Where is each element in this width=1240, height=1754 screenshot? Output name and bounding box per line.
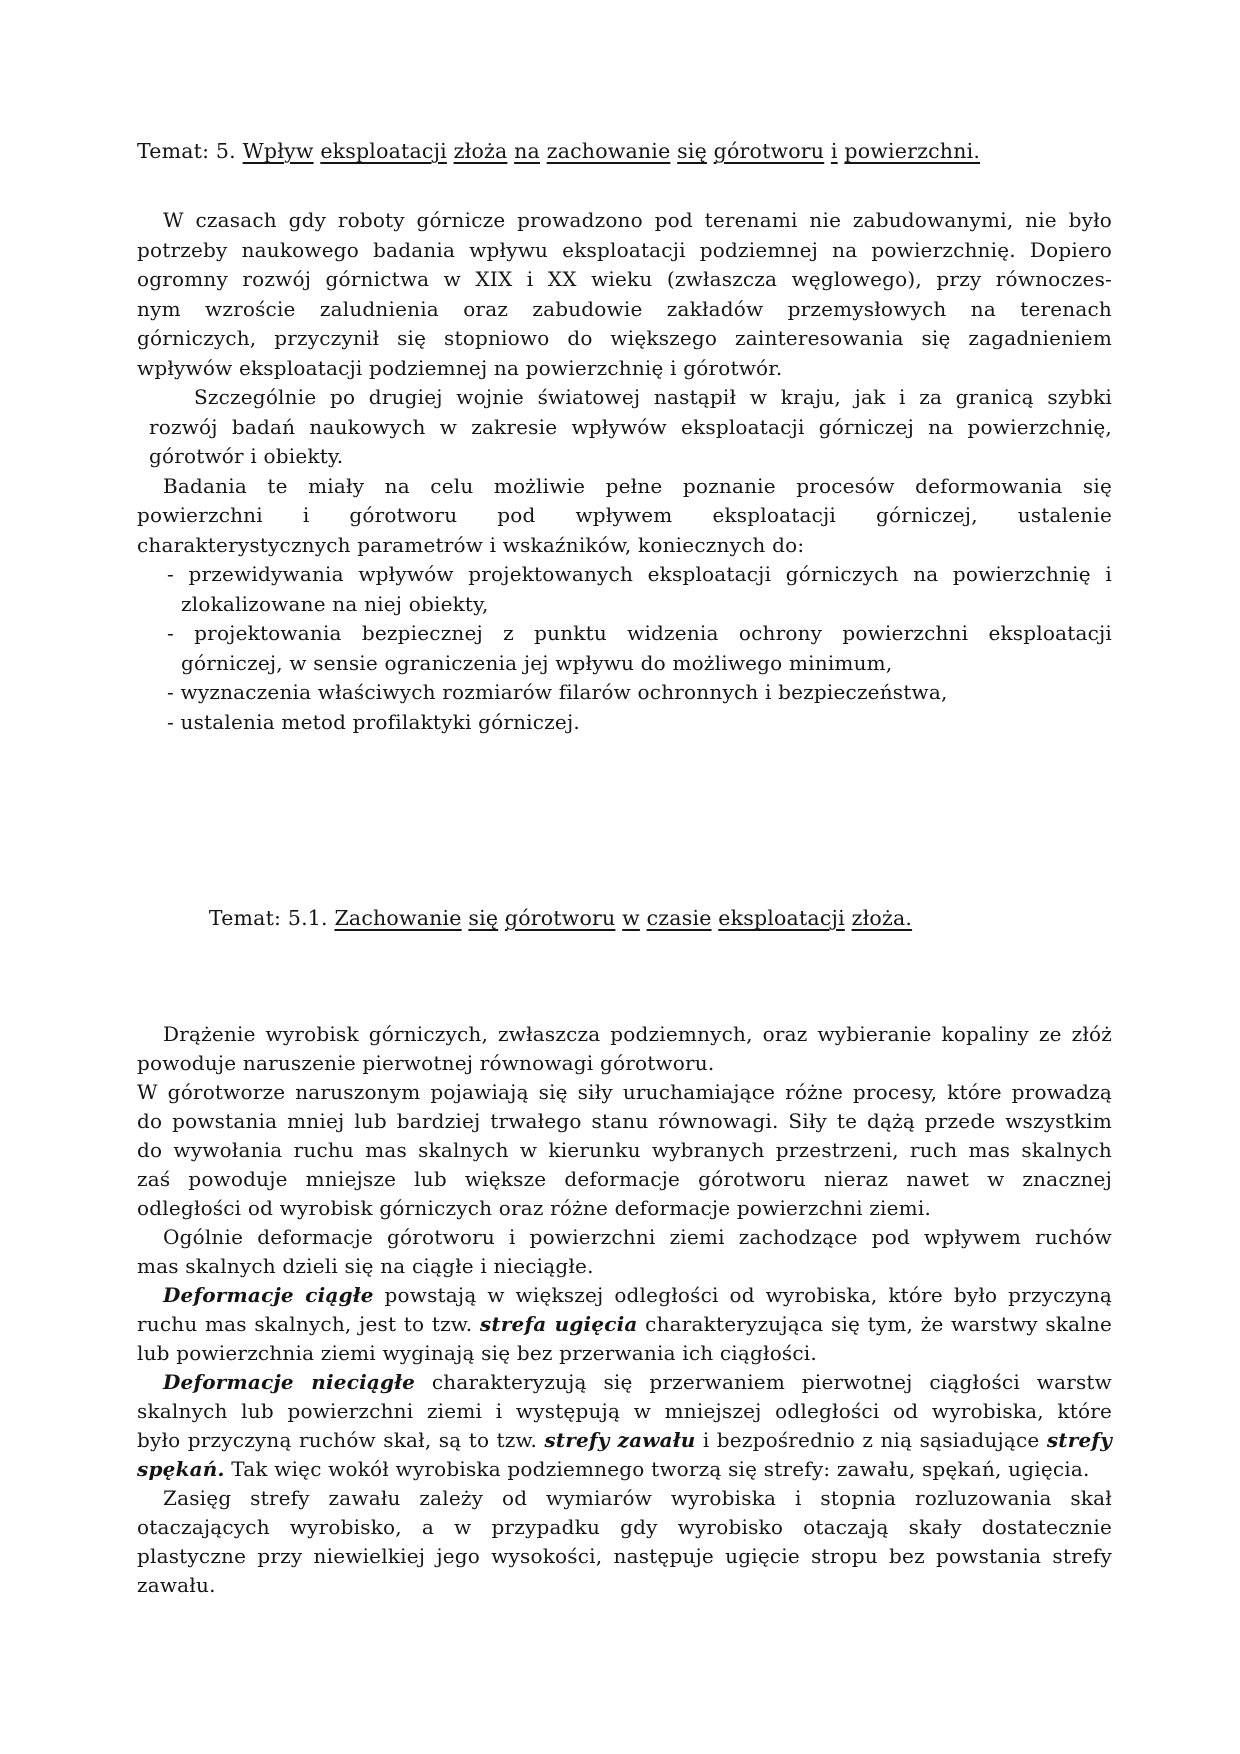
text-line: było przyczyną ruchów skał, są to tzw. strefy zawału i bezpośrednio z nią sąsiadujące strefy [137, 1428, 1113, 1452]
text-line: zaś powoduje mniejsze lub większe deformacje górotworu nieraz nawet w znacznej [137, 1167, 1112, 1191]
text-line: - projektowania bezpiecznej z punktu widzenia ochrony powierzchni eksploatacji [167, 621, 1112, 645]
emphasis-text: strefy [1046, 1428, 1113, 1452]
emphasis-text: strefa ugięcia [479, 1312, 638, 1336]
underlined-word: zachowanie [546, 139, 671, 163]
text-line: ruchu mas skalnych, jest to tzw. strefa ugięcia charakteryzująca się tym, że warstwy skalne [137, 1312, 1112, 1336]
emphasis-text: spękań. [137, 1457, 225, 1481]
text-line: powoduje naruszenie pierwotnej równowagi górotworu. [137, 1051, 715, 1075]
text-line: Szczególnie po drugiej wojnie światowej nastąpił w kraju, jak i za granicą szybki [194, 385, 1112, 409]
text-line: - przewidywania wpływów projektowanych eksploatacji górniczych na powierzchnię i [167, 562, 1112, 586]
text-line: potrzeby naukowego badania wpływu eksploatacji podziemnej na powierzchnię. Dopiero [137, 237, 1112, 262]
text-line: odległości od wyrobisk górniczych oraz różne deformacje powierzchni ziemi. [137, 1196, 931, 1220]
text-line: do powstania mniej lub bardziej trwałego stanu równowagi. Siły te dążą przede wszystkim [137, 1109, 1112, 1133]
text-line: do wywołania ruchu mas skalnych w kierunku wybranych przestrzeni, ruch mas skalnych [137, 1138, 1112, 1162]
heading-underlined-text [243, 139, 980, 163]
text-line: górniczych, przyczynił się stopniowo do większego zainteresowania się zagadnieniem [137, 326, 1112, 350]
heading-prefix: Temat: 5.1. [208, 906, 328, 930]
underlined-word: złoża [453, 139, 508, 163]
text-line: górotwór i obiekty. [149, 444, 344, 468]
underlined-word: w [622, 906, 640, 930]
text-line: W górotworze naruszonym pojawiają się siły uruchamiające różne procesy, które prowadzą [137, 1080, 1112, 1104]
underlined-word: górotworu [713, 139, 825, 163]
underlined-word: się [677, 139, 707, 163]
underlined-word: Zachowanie [334, 906, 462, 930]
text-section-body [137, 1020, 1112, 1600]
text-section-intro [137, 206, 1112, 737]
emphasis-text: strefy zawału [544, 1428, 696, 1452]
text-line: Drążenie wyrobisk górniczych, zwłaszcza podziemnych, oraz wybieranie kopaliny ze złóż [163, 1022, 1112, 1046]
text-line: nym wzroście zaludnienia oraz zabudowie zakładów przemysłowych na terenach [137, 296, 1112, 321]
text-line: skalnych lub powierzchni ziemi i występują w mniejszej odległości od wyrobiska, które [137, 1399, 1112, 1423]
underlined-word: na [514, 139, 540, 163]
heading-prefix: Temat: 5. [137, 139, 236, 163]
text-line: Deformacje ciągłe powstają w większej odległości od wyrobiska, które było przyczyną [163, 1283, 1112, 1307]
text-line: - ustalenia metod profilaktyki górniczej. [167, 709, 580, 734]
text-line: spękań. Tak więc wokół wyrobiska podziemnego tworzą się strefy: zawału, spękań, ugięcia. [137, 1457, 1090, 1481]
text-line: wpływów eksploatacji podziemnej na powierzchnię i górotwór. [137, 355, 783, 380]
emphasis-text: Deformacje nieciągłe [163, 1370, 416, 1394]
emphasis-text: Deformacje ciągłe [163, 1283, 374, 1307]
section-heading-temat-5-1 [137, 906, 1112, 930]
text-line: górniczej, w sensie ograniczenia jej wpływu do możliwego minimum, [181, 650, 893, 675]
text-line: Badania te miały na celu możliwie pełne poznanie procesów deformowania się [163, 473, 1112, 498]
text-line: zlokalizowane na niej obiekty, [181, 591, 489, 616]
section-heading-temat-5 [137, 139, 1112, 163]
underlined-word: powierzchni. [844, 139, 981, 163]
text-line: - wyznaczenia właściwych rozmiarów filarów ochronnych i bezpieczeństwa, [167, 680, 948, 704]
text-line: otaczających wyrobisko, a w przypadku gdy wyrobisko otaczają skały dostatecznie [137, 1515, 1112, 1539]
text-line: charakterystycznych parametrów i wskaźników, koniecznych do: [137, 532, 805, 557]
underlined-word: górotworu [504, 906, 616, 930]
text-line: zawału. [137, 1573, 216, 1597]
underlined-word: i [830, 139, 838, 163]
underlined-word: eksploatacji [718, 906, 845, 930]
text-line: plastyczne przy niewielkiej jego wysokości, następuje ugięcie stropu bez powstania strefy [137, 1544, 1112, 1568]
text-line: W czasach gdy roboty górnicze prowadzono pod terenami nie zabudowanymi, nie było [163, 208, 1112, 232]
underlined-word: czasie [646, 906, 712, 930]
heading-underlined-text [334, 906, 912, 930]
text-line: Deformacje nieciągłe charakteryzują się przerwaniem pierwotnej ciągłości warstw [163, 1370, 1112, 1394]
text-line: lub powierzchnia ziemi wyginają się bez przerwania ich ciągłości. [137, 1341, 817, 1365]
underlined-word: eksploatacji [320, 139, 447, 163]
text-line: powierzchni i górotworu pod wpływem eksploatacji górniczej, ustalenie [137, 503, 1112, 527]
text-line: ogromny rozwój górnictwa w XIX i XX wieku (zwłaszcza węglowego), przy równoczes- [137, 267, 1112, 291]
underlined-word: się [468, 906, 499, 930]
text-line: mas skalnych dzieli się na ciągłe i nieciągłe. [137, 1254, 594, 1278]
text-line: Zasięg strefy zawału zależy od wymiarów wyrobiska i stopnia rozluzowania skał [163, 1486, 1112, 1510]
underlined-word: złoża. [851, 906, 913, 930]
text-line: Ogólnie deformacje górotworu i powierzchni ziemi zachodzące pod wpływem ruchów [163, 1225, 1112, 1249]
text-line: rozwój badań naukowych w zakresie wpływów eksploatacji górniczej na powierzchnię, [149, 414, 1112, 439]
underlined-word: Wpływ [242, 139, 314, 163]
